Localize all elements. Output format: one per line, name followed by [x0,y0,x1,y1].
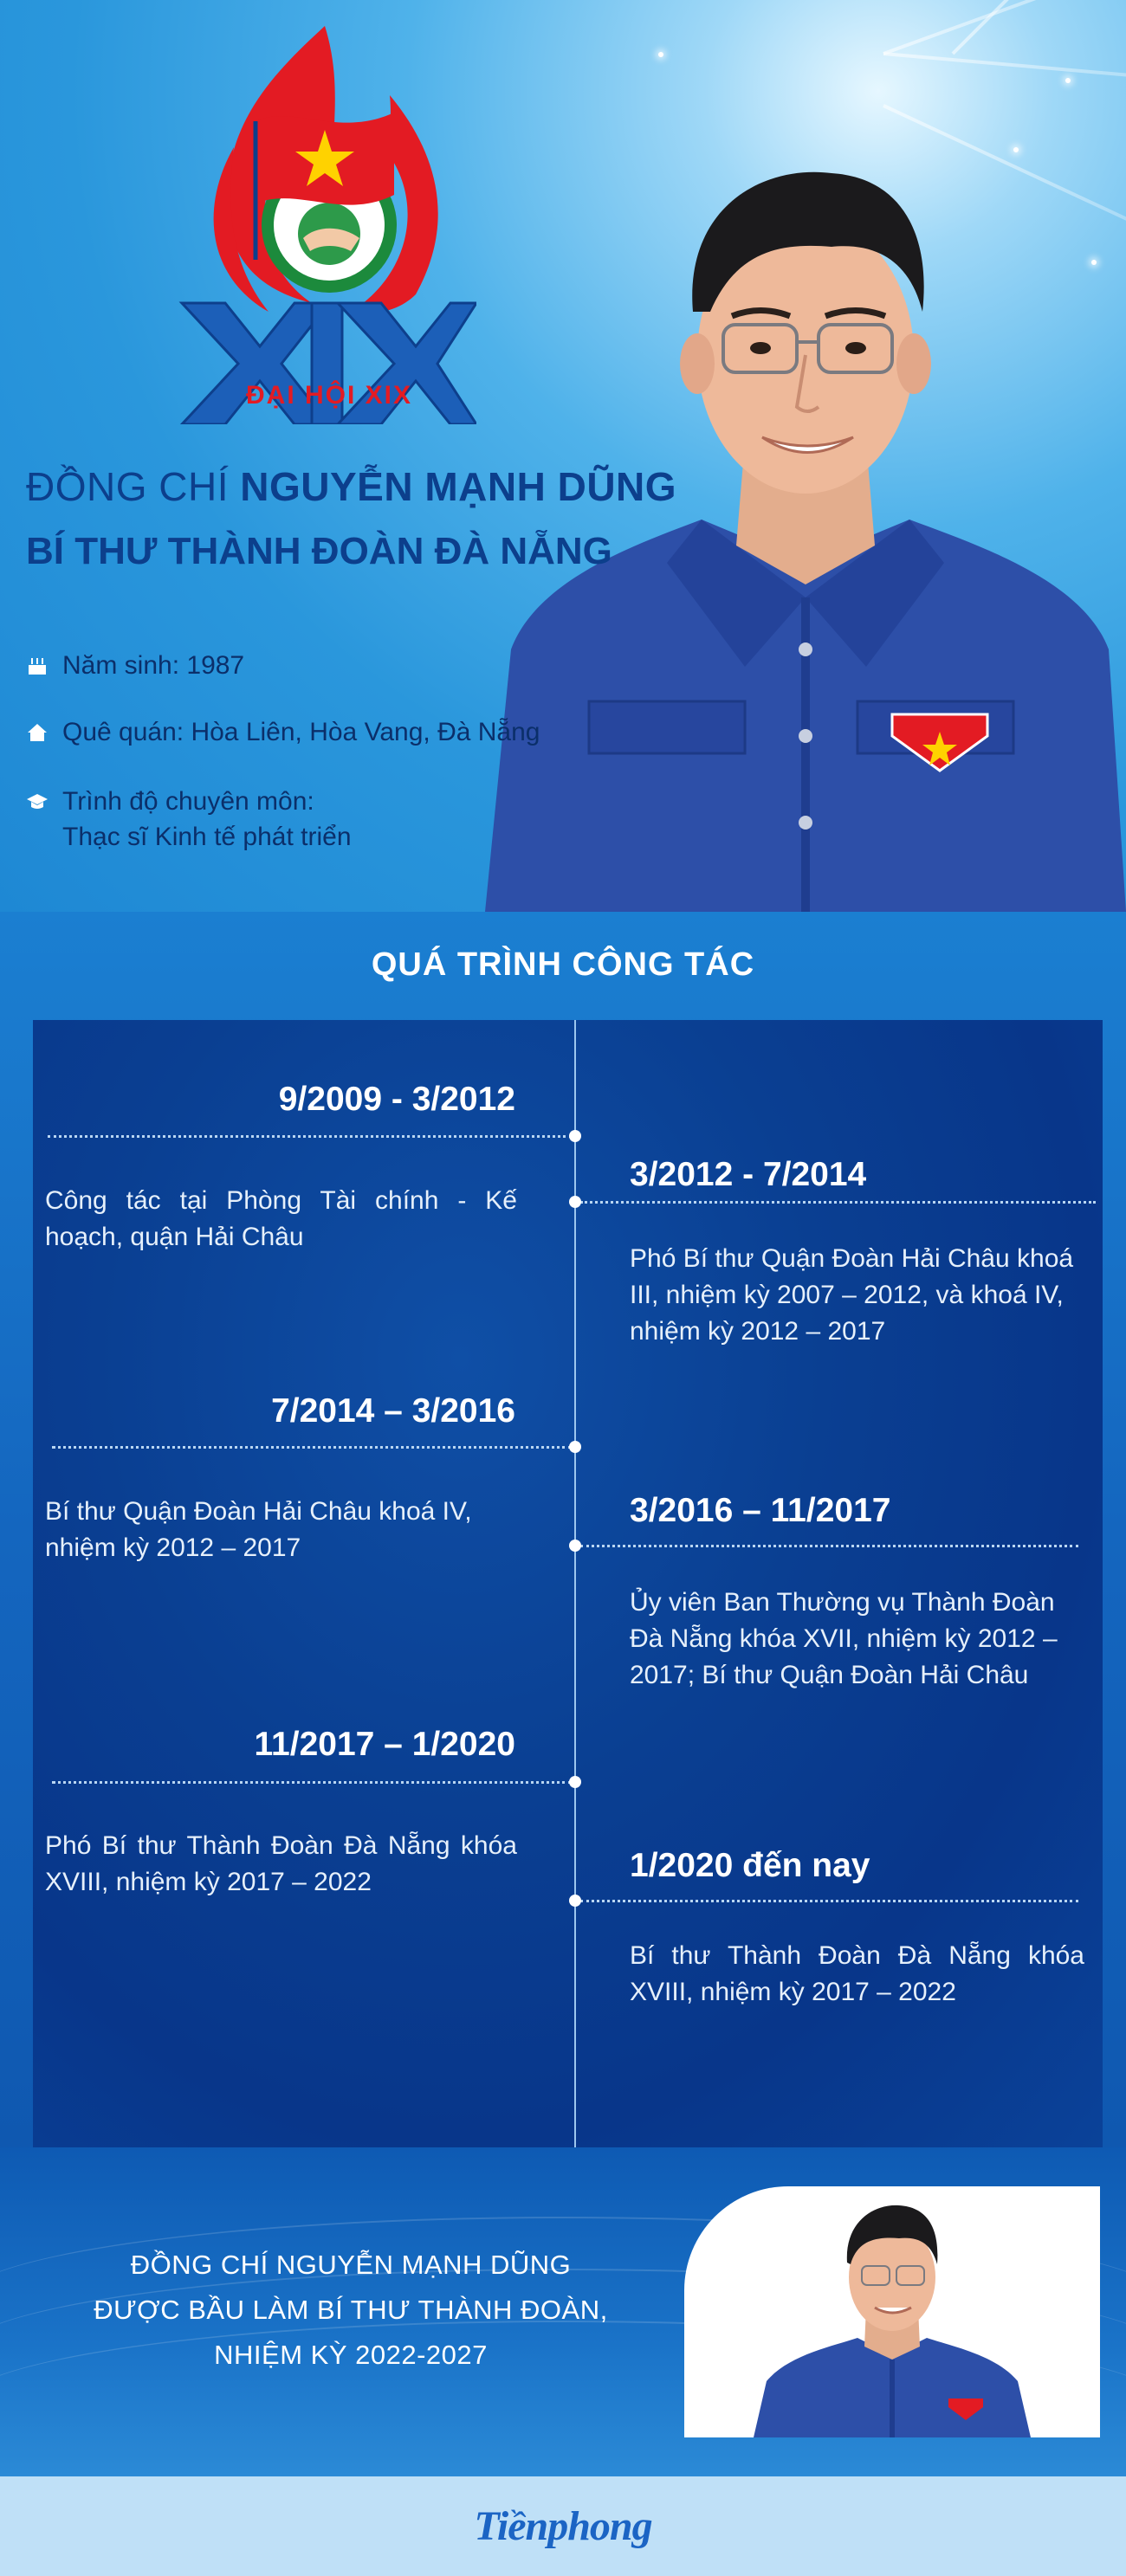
timeline-connector [580,1201,1096,1204]
banner-portrait-photo [684,2186,1100,2437]
title-name [26,463,676,510]
timeline-dot [569,1540,581,1552]
election-banner [0,2147,1126,2476]
timeline-connector [52,1781,572,1784]
timeline-date: 9/2009 - 3/2012 [278,1081,515,1118]
title-person-name: NGUYỄN MẠNH DŨNG [240,464,677,509]
timeline-description: Phó Bí thư Quận Đoàn Hải Châu khoá III, nhiệm kỳ 2007 – 2012, và khoá IV, nhiệm kỳ 2012 – 2017 [630,1244,1074,1346]
election-text [52,2243,650,2378]
title-position: BÍ THƯ THÀNH ĐOÀN ĐÀ NẴNG [26,530,612,572]
timeline-axis [574,1020,576,2147]
birth-year-text: Năm sinh: 1987 [62,651,245,680]
timeline-dot [569,1130,581,1142]
hometown-text: Quê quán: Hòa Liên, Hòa Vang, Đà Nẵng [62,718,540,746]
timeline-date: 3/2016 – 11/2017 [630,1492,891,1529]
education-degree: Thạc sĩ Kinh tế phát triển [62,823,352,851]
sparkle-icon [658,52,663,57]
education-label: Trình độ chuyên môn: [62,787,314,816]
publisher-logo: Tiềnphong [474,2503,652,2549]
timeline-connector [48,1135,572,1138]
timeline-date: 7/2014 – 3/2016 [271,1392,515,1430]
timeline-date: 1/2020 đến nay [630,1847,870,1884]
election-line: NHIỆM KỲ 2022-2027 [214,2340,488,2370]
portrait-photo [485,113,1126,912]
section-title: QUÁ TRÌNH CÔNG TÁC [371,946,755,983]
timeline-description: Công tác tại Phòng Tài chính - Kế hoạch, quận Hải Châu [45,1186,517,1251]
light-ray [883,52,1126,108]
light-ray [883,0,1126,55]
timeline-connector [580,1545,1078,1547]
timeline-dot [569,1196,581,1208]
title-prefix: ĐỒNG CHÍ [26,464,229,509]
timeline-description: Ủy viên Ban Thường vụ Thành Đoàn Đà Nẵng khóa XVII, nhiệm kỳ 2012 – 2017; Bí thư Quận Đoàn Hải Châu [630,1588,1058,1689]
timeline-description: Bí thư Thành Đoàn Đà Nẵng khóa XVIII, nhiệm kỳ 2017 – 2022 [630,1941,1084,2006]
portrait-small [684,2186,1100,2437]
election-line: ĐỒNG CHÍ NGUYỄN MẠNH DŨNG [130,2250,572,2280]
timeline-connector [580,1900,1078,1902]
light-ray [952,0,1126,55]
timeline-dot [569,1441,581,1453]
home-icon [26,721,49,744]
cake-icon [26,655,49,677]
timeline-date: 11/2017 – 1/2020 [254,1726,515,1763]
career-section [0,912,1126,2147]
timeline-dot [569,1895,581,1907]
sparkle-icon [1065,78,1071,83]
election-line: ĐƯỢC BẦU LÀM BÍ THƯ THÀNH ĐOÀN, [94,2295,608,2325]
graduation-cap-icon [26,791,49,813]
footer [0,2476,1126,2576]
timeline-date: 3/2012 - 7/2014 [630,1156,867,1193]
timeline-description: Bí thư Quận Đoàn Hải Châu khoá IV, nhiệm kỳ 2012 – 2017 [45,1497,472,1562]
timeline-connector [52,1446,572,1449]
congress-logo [173,17,476,424]
timeline-description: Phó Bí thư Thành Đoàn Đà Nẵng khóa XVIII, nhiệm kỳ 2017 – 2022 [45,1831,517,1896]
hero-section [0,0,1126,912]
logo-caption: ĐẠI HỘI XIX [245,381,413,410]
timeline-dot [569,1776,581,1788]
